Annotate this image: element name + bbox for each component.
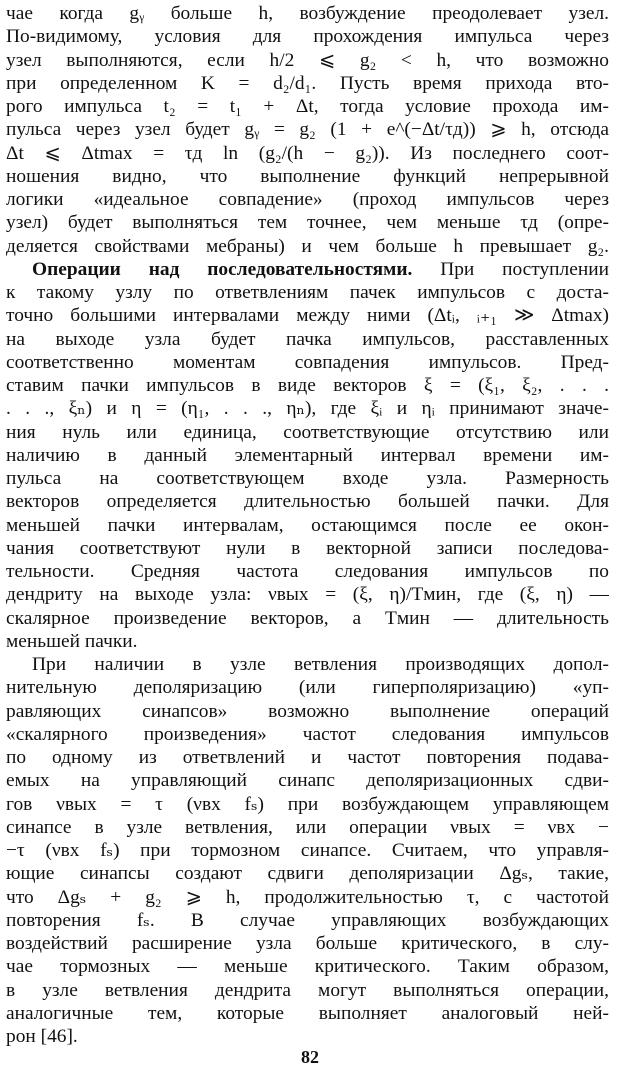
text-line: по одному из ответвлений и частот повторения подава- bbox=[6, 747, 609, 768]
section-heading: Операции над последовательностями. bbox=[32, 258, 413, 280]
text-line: деляется свойствами мебраны) и чем больше h превышает g₂. bbox=[6, 235, 609, 257]
text-line: точно большими интервалами между ними (Δtᵢ, ᵢ₊₁ ≫ Δtmax) bbox=[6, 305, 609, 327]
text-line: ставим пачки импульсов в виде векторов ξ = (ξ₁, ξ₂, . . . bbox=[6, 375, 609, 396]
text-line: дендриту на выходе узла: νвых = (ξ, η)/Tмин, где (ξ, η) — bbox=[6, 584, 609, 606]
text-line: Δt ⩽ Δtmax = τд ln (g₂/(h − g₂)). Из последнего соот- bbox=[6, 142, 609, 164]
text-line: емых на управляющий синапс деполяризационных сдви- bbox=[6, 770, 609, 792]
text-line: что Δgₛ + g₂ ⩾ h, продолжительностью τ, с частотой bbox=[6, 886, 609, 908]
text-line: векторов определяется длительностью большей пачки. Для bbox=[6, 491, 609, 513]
text-line: . . ., ξₙ) и η = (η₁, . . ., ηₙ), где ξᵢ и ηᵢ принимают значе- bbox=[6, 398, 609, 420]
text-line: нительную деполяризацию (или гиперполяризацию) «уп- bbox=[6, 677, 609, 699]
text-line: на выходе узла будет пачка импульсов, расставленных bbox=[6, 328, 609, 350]
text-line: При наличии в узле ветвления производящих допол- bbox=[32, 654, 609, 675]
text-line: рон [46]. bbox=[6, 1026, 78, 1047]
text-line: По-видимому, условия для прохождения импульса через bbox=[6, 26, 609, 48]
text-line: ния нуль или единица, соответствующие отсутствию или bbox=[6, 421, 609, 443]
text-line: равляющих синапсов» возможно выполнение операций bbox=[6, 700, 609, 722]
text-line: воздействий расширение узла больше критического, в слу- bbox=[6, 933, 609, 954]
paragraph-2 bbox=[6, 258, 609, 653]
text-line: в узле ветвления дендрита могут выполняться операции, bbox=[6, 979, 609, 1001]
text-line: «скалярного произведения» частот следования импульсов bbox=[6, 723, 609, 745]
text-line: пульса через узел будет gᵧ = g₂ (1 + e^(−Δt/τд)) ⩾ h, отсюда bbox=[6, 119, 609, 141]
text-line: аналогичные тем, которые выполняет аналоговый ней- bbox=[6, 1002, 609, 1024]
text-line: меньшей пачки интервалам, остающимся после ее окон- bbox=[6, 514, 609, 536]
text-line: чания соответствуют нули в векторной записи последова- bbox=[6, 537, 609, 559]
text-line: чае когда gᵧ больше h, возбуждение преодолевает узел. bbox=[6, 3, 609, 24]
section-heading-line bbox=[6, 258, 609, 281]
text-line: рого импульса t₂ = t₁ + Δt, тогда условие прохода им- bbox=[6, 96, 609, 117]
text-line: гов νвых = τ (νвх fₛ) при возбуждающем управляющем bbox=[6, 793, 609, 815]
text-line: синапсе в узле ветвления, или операции νвых = νвх − bbox=[6, 816, 609, 838]
paragraph-1 bbox=[6, 2, 609, 258]
text-line: узел выполняются, если h/2 ⩽ g₂ < h, что возможно bbox=[6, 49, 609, 71]
text-line: скалярное произведение векторов, а Tмин — длительность bbox=[6, 607, 609, 629]
text-fragment: При поступлении bbox=[440, 258, 609, 280]
text-line: чае тормозных — меньше критического. Таким образом, bbox=[6, 956, 609, 978]
text-line: повторения fₛ. В случае управляющих возбуждающих bbox=[6, 909, 609, 931]
text-line: пульса на соответствующем входе узла. Размерность bbox=[6, 468, 609, 489]
text-line: наличию в данный элементарный интервал времени им- bbox=[6, 444, 609, 466]
text-line: ношения видно, что выполнение функций непрерывной bbox=[6, 165, 609, 187]
text-line: узел) будет выполняться тем точнее, чем меньше τд (опре- bbox=[6, 212, 609, 234]
text-line: логики «идеальное совпадение» (проход импульсов через bbox=[6, 189, 609, 210]
paragraph-3 bbox=[6, 653, 609, 1048]
text-line: тельности. Средняя частота следования импульсов по bbox=[6, 561, 609, 582]
text-line: ющие синапсы создают сдвиги деполяризации Δgₛ, такие, bbox=[6, 863, 609, 885]
text-line: к такому узлу по ответвлениям пачек импульсов с доста- bbox=[6, 282, 609, 303]
text-line: меньшей пачки. bbox=[6, 630, 138, 652]
page-number: 82 bbox=[301, 1047, 319, 1067]
text-line: при определенном K = d₂/d₁. Пусть время прихода вто- bbox=[6, 72, 609, 94]
text-line: соответственно моментам совпадения импульсов. Пред- bbox=[6, 351, 609, 373]
text-line: −τ (νвх fₛ) при тормозном синапсе. Считаем, что управля- bbox=[6, 840, 609, 861]
